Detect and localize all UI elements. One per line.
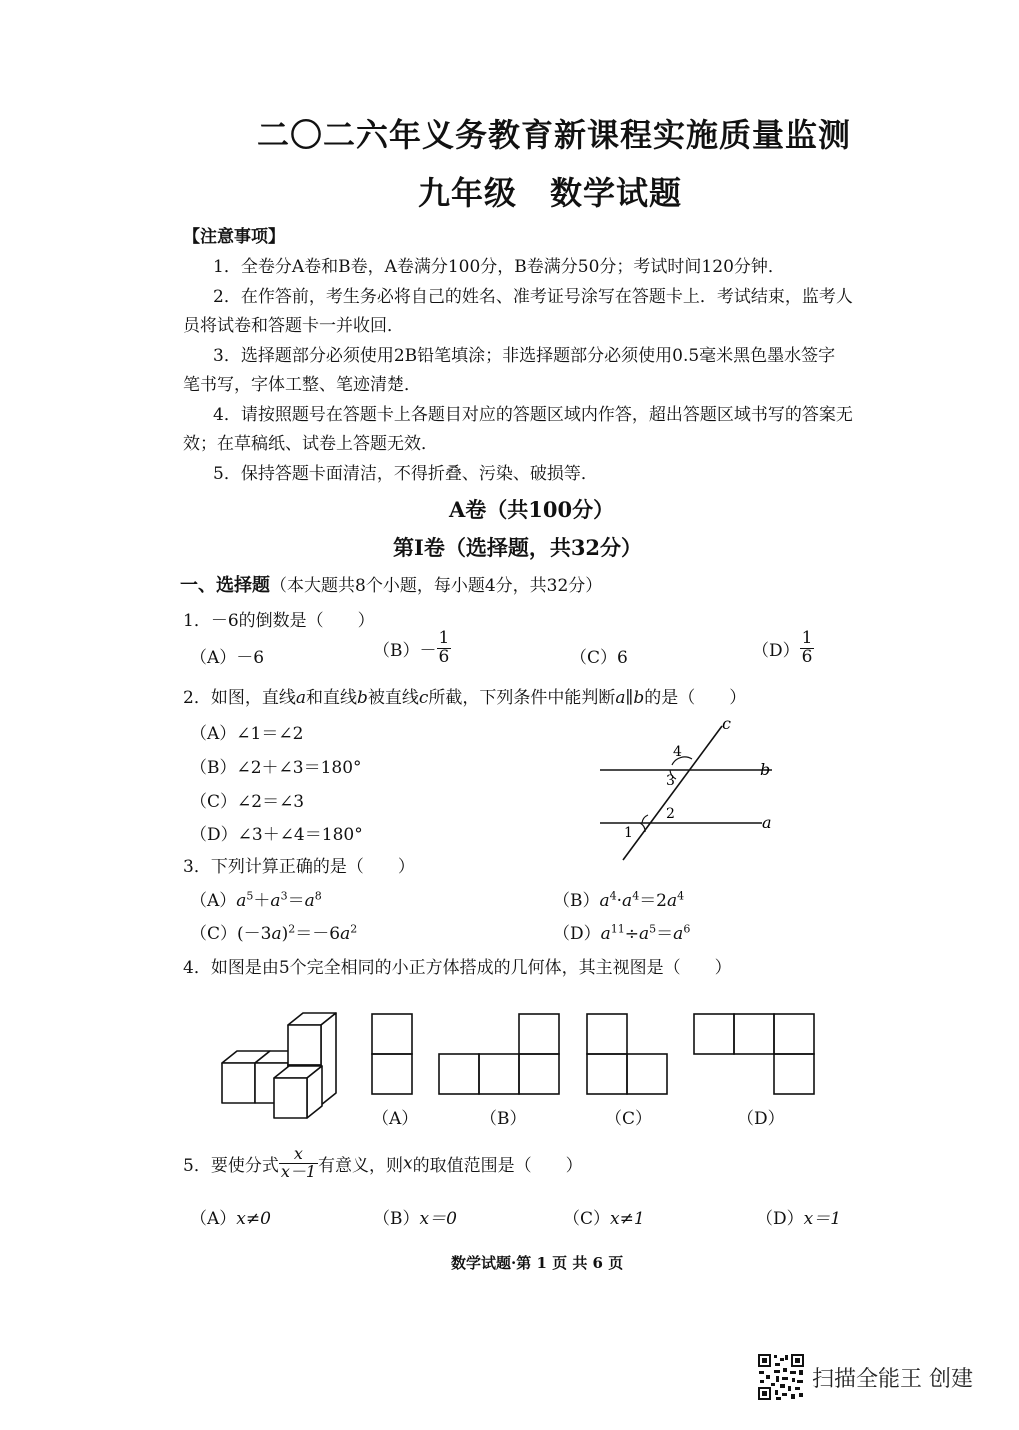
q4-stem: 4．如图是由5个完全相同的小正方体搭成的几何体，其主视图是（ ） (183, 958, 732, 978)
note-2-line2: 员将试卷和答题卡一并收回． (183, 316, 404, 336)
label-1: 1 (624, 825, 633, 841)
page-footer: 数学试题·第 1 页 共 6 页 (451, 1254, 624, 1272)
label-b: b (760, 760, 771, 779)
q4-option-b-figure (435, 1010, 563, 1098)
note-4-line2: 效；在草稿纸、试卷上答题无效． (183, 434, 438, 454)
q1-b-denominator: 6 (438, 646, 450, 667)
q1-option-d (752, 630, 814, 667)
q5-fraction (279, 1146, 318, 1181)
q3-option-b: $(B)a^4\cdot a^4=2a^4$ (553, 889, 685, 911)
q1-option-b-fraction (437, 630, 452, 667)
q2-condition: a∥b (615, 688, 645, 708)
q1-d-numerator: 1 (801, 628, 813, 648)
q4-option-a-figure (368, 1010, 416, 1098)
q4-option-d-figure (690, 1010, 818, 1098)
q5-option-b (373, 1204, 457, 1229)
note-3-line1: 3．选择题部分必须使用2B铅笔填涂；非选择题部分必须使用0.5毫米黑色墨水签字 (213, 346, 836, 366)
q3-option-d: $(D)a^{11}\div a^5=a^6$ (553, 922, 691, 944)
note-2-line1: 2．在作答前，考生务必将自己的姓名、准考证号涂写在答题卡上．考试结束，监考人 (213, 287, 853, 307)
note-3-line2: 笔书写，字体工整、笔迹清楚． (183, 375, 421, 395)
q2-option-a: （A）∠1＝∠2 (190, 724, 304, 744)
section1-heading (180, 571, 602, 597)
q1-option-c: （C）6 (570, 648, 628, 668)
scanner-watermark-text: 扫描全能王 创建 (812, 1367, 973, 1392)
q5-stem (183, 1146, 583, 1181)
q4-option-d: （D） (737, 1109, 785, 1129)
note-1: 1．全卷分A卷和B卷，A卷满分100分，B卷满分50分；考试时间120分钟． (213, 257, 785, 277)
label-c: c (722, 714, 731, 733)
qr-code-icon (757, 1353, 805, 1401)
section1-label: 一、选择题 (180, 575, 270, 596)
q1-option-b (373, 630, 451, 667)
q5-option-b-value: x＝0 (419, 1209, 457, 1229)
q5-stem-part2: 有意义，则 (318, 1155, 404, 1176)
q2-stem-part4: 所截，下列条件中能判断 (428, 688, 616, 708)
label-a: a (762, 813, 772, 832)
q4-option-c-figure (583, 1010, 671, 1098)
q1-option-a: （A）－6 (190, 648, 265, 668)
q2-option-b: （B）∠2＋∠3＝180° (190, 758, 362, 778)
q5-option-a-value: x≠0 (236, 1209, 271, 1229)
exam-subtitle: 九年级 数学试题 (418, 174, 683, 212)
q3-stem: 3．下列计算正确的是（ ） (183, 857, 415, 877)
q1-option-b-label: （B）－ (373, 640, 437, 661)
q3-option-d-label: （D） (553, 924, 601, 944)
label-4: 4 (673, 744, 682, 760)
q4-option-a: （A） (372, 1109, 419, 1129)
part1-title: 第Ⅰ卷（选择题，共32分） (393, 535, 643, 560)
q3-option-c: $(C)(-3a)^2=-6a^2$ (190, 922, 358, 944)
q5-option-a (190, 1204, 271, 1229)
q1-stem: 1．－6的倒数是（ ） (183, 611, 375, 631)
q1-option-d-fraction (800, 630, 815, 667)
q5-option-d (756, 1204, 841, 1229)
q4-solid-figure (215, 1005, 355, 1123)
q5-option-d-label: （D） (756, 1209, 804, 1229)
q5-option-a-label: （A） (190, 1209, 237, 1229)
q2-stem-part1: 2．如图，直线 (183, 688, 296, 708)
q1-option-d-label: （D） (752, 640, 800, 661)
q2-option-d: （D）∠3＋∠4＝180° (190, 825, 363, 845)
q2-stem (183, 683, 746, 708)
q5-numerator: x (293, 1144, 303, 1163)
q2-var-c: c (418, 688, 429, 708)
q5-option-d-value: x＝1 (803, 1209, 842, 1229)
q3-option-c-label: （C） (190, 924, 238, 944)
notes-heading: 【注意事项】 (183, 227, 285, 247)
angle-2-arc (642, 815, 648, 823)
q3-option-a-label: （A） (190, 891, 237, 911)
q5-option-c-value: x≠1 (610, 1209, 645, 1229)
q5-var: x (403, 1153, 413, 1174)
q2-stem-part3: 被直线 (367, 688, 419, 708)
q5-option-c (563, 1204, 645, 1229)
q5-denominator: x－1 (280, 1161, 317, 1181)
q2-figure (590, 712, 790, 862)
note-5: 5．保持答题卡面清洁，不得折叠、污染、破损等． (213, 464, 598, 484)
volume-a-title: A卷（共100分） (449, 497, 615, 522)
q2-stem-part5: 的是（ ） (644, 688, 747, 708)
q4-option-c: （C） (605, 1109, 653, 1129)
label-3: 3 (666, 773, 675, 789)
q3-option-b-label: （B） (553, 891, 600, 911)
label-2: 2 (666, 806, 675, 822)
q2-stem-part2: 和直线 (305, 688, 357, 708)
exam-title: 二〇二六年义务教育新课程实施质量监测 (257, 116, 852, 154)
note-4-line1: 4．请按照题号在答题卡上各题目对应的答题区域内作答，超出答题区域书写的答案无 (213, 405, 853, 425)
q1-d-denominator: 6 (801, 646, 813, 667)
q1-b-numerator: 1 (438, 628, 450, 648)
q2-var-a: a (295, 688, 306, 708)
q3-option-a: $(A)a^5+a^3=a^8$ (190, 889, 322, 911)
q2-var-b: b (356, 688, 368, 708)
q5-option-c-label: （C） (563, 1209, 611, 1229)
q4-option-b: （B） (480, 1109, 527, 1129)
section1-desc: （本大题共8个小题，每小题4分，共32分） (270, 576, 603, 596)
q5-stem-part1: 5．要使分式 (183, 1155, 279, 1176)
q5-option-b-label: （B） (373, 1209, 420, 1229)
q5-stem-part3: 的取值范围是（ ） (412, 1155, 583, 1176)
q2-option-c: （C）∠2＝∠3 (190, 792, 305, 812)
